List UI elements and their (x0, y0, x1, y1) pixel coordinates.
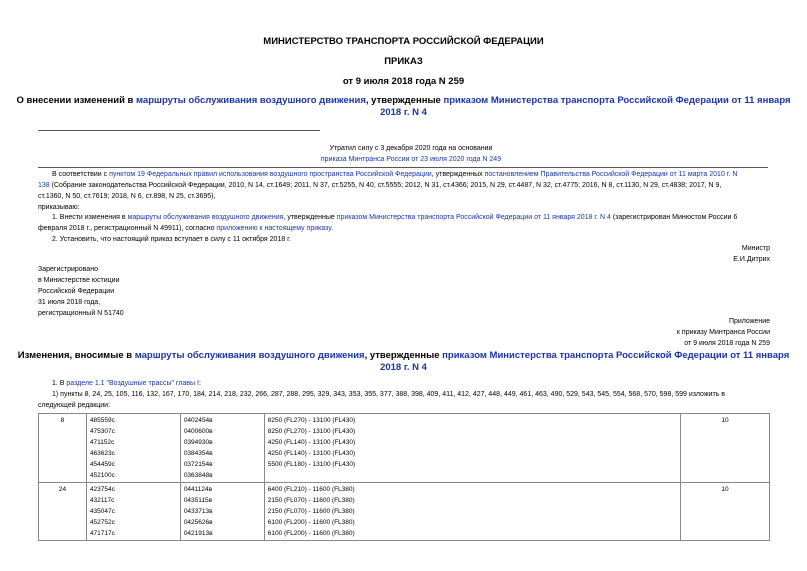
order-items (38, 212, 770, 245)
preamble-text: ст.1360, N 50, ст.7619; 2018, N 6, ст.898, N 25, ст.3695), (38, 193, 216, 200)
registration-line: Зарегистрировано (38, 266, 98, 273)
preamble-link-decree-cont[interactable]: 138 (38, 182, 50, 189)
levels-cell: 8250 (FL270) - 13100 (FL430) 8250 (FL270) - 13100 (FL430) 4250 (FL140) - 13100 (FL430) 4250 (FL140) - 13100 (FL430) 5500 (FL180) - 13100 (FL430) (264, 414, 680, 483)
latitude-cell: 423754с 432117с 435047с 452752с 471717с (86, 483, 180, 541)
section-link[interactable]: разделе 1.1 "Воздушные трассы" главы I (66, 380, 199, 387)
changes-title-text: , утвержденные (364, 350, 443, 361)
item-text: . (331, 225, 334, 232)
longitude-cell: 0441124в 0435115в 0433713в 0425626в 0421913в (180, 483, 264, 541)
title-link-routes[interactable]: маршруты обслуживания воздушного движения (136, 95, 366, 106)
table-row (39, 414, 770, 483)
title-link-order[interactable]: приказом Министерства транспорта Российской Федерации от 11 января (443, 95, 791, 106)
title-text: , утвержденные (365, 95, 444, 106)
levels-cell: 6400 (FL210) - 11600 (FL380) 2150 (FL070) - 11600 (FL380) 2150 (FL070) - 11600 (FL380) 6100 (FL200) - 11600 (FL380) 6100 (FL200) - 11600 (FL380) (264, 483, 680, 541)
divider (38, 167, 768, 168)
route-number: 24 (39, 483, 87, 541)
changes-link-order[interactable]: приказом Министерства транспорта Российской Федерации от 11 января (442, 350, 790, 361)
appendix-to: к приказу Минтранса России (676, 329, 770, 336)
void-note-text: Утратил силу с 3 декабря 2020 года на основании (329, 145, 493, 152)
changes-title (0, 350, 807, 374)
registration-line: 31 июля 2018 года, (38, 299, 101, 306)
appendix-label: Приложение (728, 318, 770, 325)
longitude-cell: 0402454в 0400600в 0394930в 0384354в 0372154в 0363848в (180, 414, 264, 483)
title-link-order-cont[interactable]: 2018 г. N 4 (380, 107, 427, 118)
item-text: 1. Внести изменения в (52, 214, 128, 221)
item-2: 2. Установить, что настоящий приказ вступает в силу с 11 октября 2018 г. (52, 236, 291, 243)
registration-line: Российской Федерации (38, 288, 115, 295)
doc-date: от 9 июля 2018 года N 259 (342, 76, 465, 87)
section-text-part: следующей редакции: (38, 402, 111, 409)
registration-block (38, 264, 238, 319)
preamble-link-rules[interactable]: пунктом 19 Федеральных правил использования воздушного пространства Российской Федерации (109, 171, 432, 178)
void-note (300, 143, 522, 165)
doc-title (0, 95, 807, 119)
preamble-text: В соответствии с (52, 171, 110, 178)
item-link-routes[interactable]: маршруты обслуживания воздушного движения (127, 214, 284, 221)
item-text: (зарегистрирован Минюстом России 6 (610, 214, 738, 221)
item-text: февраля 2018 г., регистрационный N 49911), согласно (38, 225, 217, 232)
table-row (39, 483, 770, 541)
registration-line: в Министерстве юстиции (38, 277, 120, 284)
changes-link-order-cont[interactable]: 2018 г. N 4 (380, 362, 427, 373)
latitude-cell: 485559с 475307с 471152с 463623с 454459с 452100с (86, 414, 180, 483)
preamble-text: приказываю: (38, 204, 80, 211)
section-text-part: : (198, 380, 201, 387)
preamble (38, 169, 770, 213)
signature (500, 243, 770, 265)
divider (38, 130, 320, 131)
width-cell: 10 (681, 483, 770, 541)
appendix-date: от 9 июля 2018 года N 259 (684, 340, 770, 347)
signature-role: Министр (741, 245, 770, 252)
preamble-text: (Собрание законодательства Российской Федерации, 2010, N 14, ст.1649; 2011, N 37, ст.5255, N 40, ст.5555; 2012, N 31, ст.4366; 2015, N 29, ст.4487, N 32, ст.4775; 2016, N 8, ст.1130, N 29, ст.4838; 2017, N 9, (49, 182, 722, 189)
section-points: 1) пункты 8, 24, 25, 105, 116, 132, 167, 170, 184, 214, 218, 232, 266, 287, 288, 295, 329, 343, 353, 355, 377, 388, 398, 409, 411, 412, 427, 448, 449, 461, 463, 490, 529, 543, 545, 554, 568, 570, 598, 599 изложить в (52, 391, 725, 398)
route-number: 8 (39, 414, 87, 483)
preamble-text: , утвержденных (431, 171, 485, 178)
width-cell: 10 (681, 414, 770, 483)
item-text: , утвержденные (283, 214, 337, 221)
section-text (38, 378, 770, 411)
item-link-appendix[interactable]: приложению к настоящему приказу (216, 225, 332, 232)
preamble-link-decree[interactable]: постановлением Правительства Российской Федерации от 11 марта 2010 г. N (484, 171, 738, 178)
section-text-part: 1. В (52, 380, 67, 387)
void-note-link[interactable]: приказа Минтранса России от 23 июля 2020 года N 249 (320, 156, 502, 163)
item-link-order[interactable]: приказом Министерства транспорта Российской Федерации от 11 января 2018 г. N 4 (336, 214, 611, 221)
doc-type: ПРИКАЗ (384, 56, 423, 67)
title-text: О внесении изменений в (16, 95, 137, 106)
routes-table (38, 413, 770, 541)
registration-line: регистрационный N 51740 (38, 310, 124, 317)
appendix-ref (500, 316, 770, 349)
changes-title-text: Изменения, вносимые в (17, 350, 135, 361)
signature-name: Е.И.Дитрих (733, 256, 770, 263)
changes-link-routes[interactable]: маршруты обслуживания воздушного движения (134, 350, 365, 361)
ministry-heading: МИНИСТЕРСТВО ТРАНСПОРТА РОССИЙСКОЙ ФЕДЕРАЦИИ (263, 36, 544, 47)
